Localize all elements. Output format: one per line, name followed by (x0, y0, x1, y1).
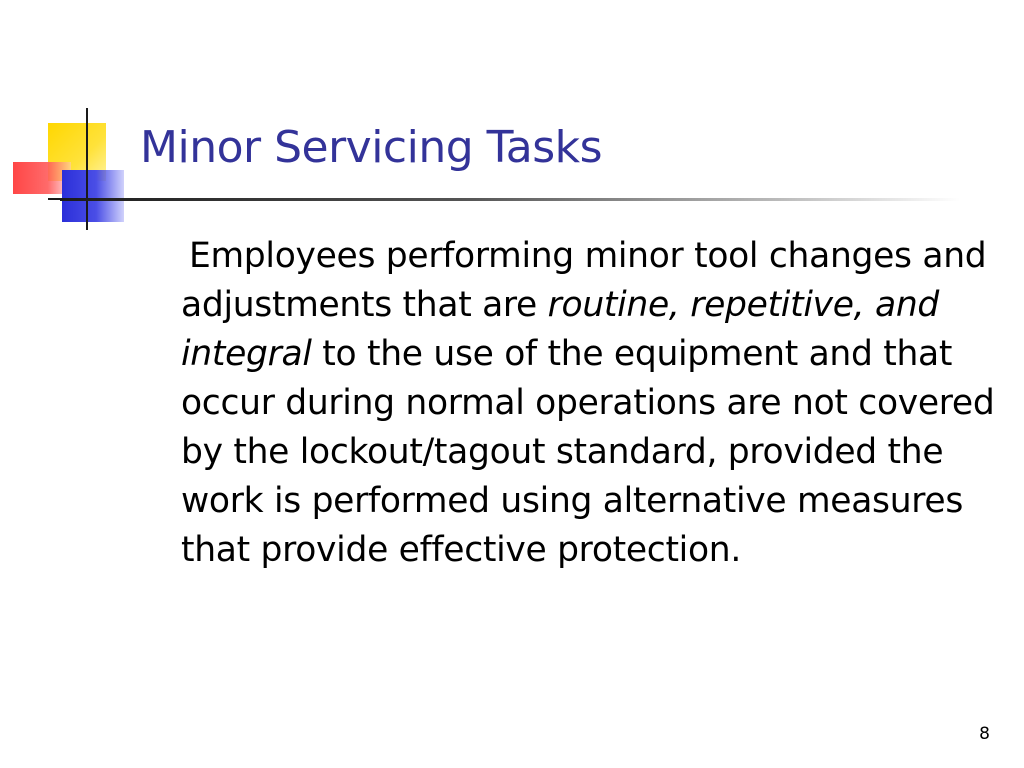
slide-template-logo-icon (0, 100, 150, 240)
slide-title: Minor Servicing Tasks (140, 122, 603, 173)
body-text-emphasis: routine, repetitive, and integral (181, 285, 939, 374)
body-text-lead: Employees performing minor tool changes and adjustments that are (181, 236, 987, 325)
title-divider (60, 198, 960, 201)
slide-number: 8 (979, 724, 990, 744)
body-text-tail: to the use of the equipment and that occur during normal operations are not covered by the lockout/tagout standard, provided the work is performed using alternative measures that provide effective protection. (181, 334, 995, 570)
slide-body-paragraph (181, 232, 1006, 575)
logo-vertical-line (86, 108, 88, 230)
logo-blue-square (62, 170, 124, 222)
